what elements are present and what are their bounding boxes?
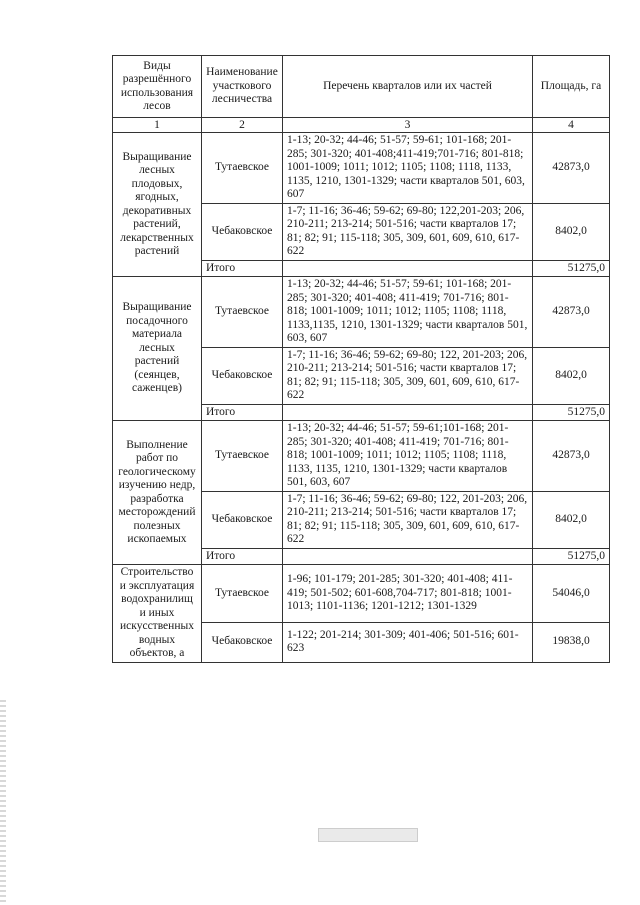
empty-cell: [283, 260, 533, 277]
quarters-cell: 1-96; 101-179; 201-285; 301-320; 401-408; 411-419; 501-502; 601-608,704-717; 801-818; 1001-1013; 1101-1136; 1201-1212; 1301-1329: [283, 565, 533, 623]
total-label: Итого: [202, 404, 283, 421]
use-type-cell: Выращивание посадочного материала лесных растений (сеянцев, саженцев): [113, 277, 202, 421]
table-row: [113, 277, 610, 348]
area-cell: 8402,0: [533, 203, 610, 260]
total-area: 51275,0: [533, 260, 610, 277]
empty-cell: [283, 404, 533, 421]
area-cell: 8402,0: [533, 347, 610, 404]
use-type-cell: Выращивание лесных плодовых, ягодных, декоративных растений, лекарственных растений: [113, 133, 202, 277]
total-area: 51275,0: [533, 548, 610, 565]
column-number: 3: [283, 118, 533, 133]
header-quarters: Перечень кварталов или их частей: [283, 56, 533, 118]
column-number: 1: [113, 118, 202, 133]
area-cell: 42873,0: [533, 421, 610, 492]
area-cell: 54046,0: [533, 565, 610, 623]
column-number: 4: [533, 118, 610, 133]
table-row: [113, 421, 610, 492]
area-cell: 42873,0: [533, 133, 610, 204]
column-number-row: [113, 118, 610, 133]
empty-cell: [283, 548, 533, 565]
district-cell: Тутаевское: [202, 133, 283, 204]
forest-use-table: [112, 55, 610, 663]
quarters-cell: 1-13; 20-32; 44-46; 51-57; 59-61; 101-168; 201-285; 301-320; 401-408;411-419;701-716; 801-818; 1001-1009; 1011; 1012; 1105; 1108; 1118, 1133, 1135, 1210, 1301-1329; части кварталов 501, 603, 607: [283, 133, 533, 204]
quarters-cell: 1-7; 11-16; 36-46; 59-62; 69-80; 122,201-203; 206, 210-211; 213-214; 501-516; части кварталов 17; 81; 82; 91; 115-118; 305, 309, 601, 609, 610, 617-622: [283, 203, 533, 260]
header-district: Наименование участкового лесничества: [202, 56, 283, 118]
area-cell: 42873,0: [533, 277, 610, 348]
district-cell: Чебаковское: [202, 491, 283, 548]
scan-edge-artifact: [0, 700, 6, 905]
registration-stamp: [318, 828, 418, 842]
quarters-cell: 1-13; 20-32; 44-46; 51-57; 59-61;101-168; 201-285; 301-320; 401-408; 411-419; 701-716; 801-818; 1001-1009; 1011; 1012; 1105; 1108; 1118, 1133, 1135, 1210, 1301-1329; части кварталов 501, 603, 607: [283, 421, 533, 492]
use-type-cell: Выполнение работ по геологическому изучению недр, разработка месторождений полезных ископаемых: [113, 421, 202, 565]
table-row: [113, 565, 610, 623]
district-cell: Тутаевское: [202, 565, 283, 623]
quarters-cell: 1-13; 20-32; 44-46; 51-57; 59-61; 101-168; 201-285; 301-320; 401-408; 411-419; 701-716; 801-818; 1001-1009; 1011; 1012; 1105; 1108; 1118, 1133,1135, 1210, 1301-1329; части кварталов 501, 603, 607: [283, 277, 533, 348]
total-label: Итого: [202, 260, 283, 277]
table-header-row: [113, 56, 610, 118]
district-cell: Чебаковское: [202, 622, 283, 662]
total-area: 51275,0: [533, 404, 610, 421]
district-cell: Тутаевское: [202, 421, 283, 492]
district-cell: Чебаковское: [202, 347, 283, 404]
column-number: 2: [202, 118, 283, 133]
use-type-cell: Строительство и эксплуатация водохранилищ и иных искусственных водных объектов, а: [113, 565, 202, 663]
quarters-cell: 1-7; 11-16; 36-46; 59-62; 69-80; 122, 201-203; 206, 210-211; 213-214; 501-516; части кварталов 17; 81; 82; 91; 115-118; 305, 309, 601, 609, 610, 617-622: [283, 347, 533, 404]
district-cell: Тутаевское: [202, 277, 283, 348]
header-area: Площадь, га: [533, 56, 610, 118]
quarters-cell: 1-7; 11-16; 36-46; 59-62; 69-80; 122, 201-203; 206, 210-211; 213-214; 501-516; части кварталов 17; 81; 82; 91; 115-118; 305, 309, 601, 609, 610, 617-622: [283, 491, 533, 548]
quarters-cell: 1-122; 201-214; 301-309; 401-406; 501-516; 601-623: [283, 622, 533, 662]
table-row: [113, 133, 610, 204]
area-cell: 19838,0: [533, 622, 610, 662]
district-cell: Чебаковское: [202, 203, 283, 260]
total-label: Итого: [202, 548, 283, 565]
area-cell: 8402,0: [533, 491, 610, 548]
header-use-type: Виды разрешённого использования лесов: [113, 56, 202, 118]
